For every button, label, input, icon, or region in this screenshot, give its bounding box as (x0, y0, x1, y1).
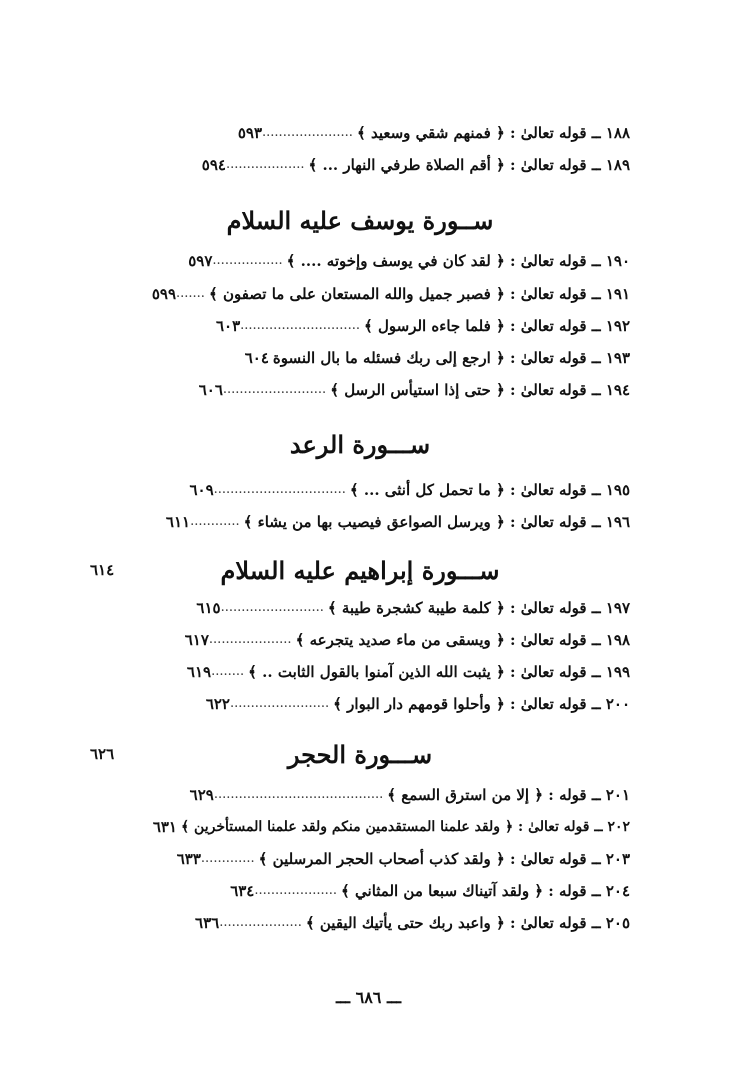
toc-entry (90, 593, 630, 623)
leader-dots: .................... (219, 915, 302, 930)
section-title: ســورة يوسف عليه السلام (226, 205, 494, 235)
leader-dots: ............ (190, 514, 240, 529)
leader-dots: ....... (176, 286, 205, 301)
toc-entry (90, 657, 630, 687)
entry-text: ٢٠٠ ــ قوله تعالىٰ : ﴿ وأحلوا قومهم دار البوار ﴾ (333, 695, 630, 713)
entry-text: ٢٠٤ ــ قوله : ﴿ ولقد آتيناك سبعا من المثاني ﴾ (341, 882, 630, 900)
entry-text: ١٩١ ــ قوله تعالىٰ : ﴿ فصبر جميل والله المستعان على ما تصفون ﴾ (208, 285, 630, 303)
toc-entry (90, 625, 630, 655)
entry-page-number: ٦١٧ (184, 631, 209, 649)
toc-entry (90, 118, 630, 148)
entry-page-number: ٦٣٣ (176, 850, 201, 868)
toc-entry (90, 908, 630, 938)
toc-entry (90, 475, 630, 505)
entry-text: ١٨٨ ــ قوله تعالىٰ : ﴿ فمنهم شقي وسعيد ﴾ (356, 124, 630, 142)
leader-dots: ................. (212, 253, 283, 268)
toc-entry (90, 246, 630, 276)
toc-entry (90, 812, 630, 842)
section-page-number: ٦٢٦ (90, 745, 115, 763)
page-footer-number: ـــ ٦٨٦ ـــ (335, 988, 402, 1007)
entry-text: ١٩٦ ــ قوله تعالىٰ : ﴿ ويرسل الصواعق فيصيب بها من يشاء ﴾ (243, 513, 630, 531)
entry-text: ١٩٥ ــ قوله تعالىٰ : ﴿ ما تحمل كل أنثى ... ﴾ (349, 481, 630, 499)
entry-text: ٢٠٥ ــ قوله تعالىٰ : ﴿ واعبد ربك حتى يأتيك اليقين ﴾ (305, 914, 630, 932)
entry-text: ١٩٩ ــ قوله تعالىٰ : ﴿ يثبت الله الذين آمنوا بالقول الثابت .. ﴾ (248, 663, 630, 681)
entry-page-number: ٦١٩ (186, 663, 212, 681)
leader-dots: ........ (211, 664, 245, 679)
entry-page-number: ٦٣٦ (195, 914, 220, 932)
entry-page-number: ٦٠٤ (244, 349, 269, 367)
section-heading (90, 734, 630, 774)
leader-dots: .................... (208, 632, 292, 647)
entry-page-number: ٦١١ (165, 513, 191, 531)
entry-page-number: ٦٠٦ (198, 381, 223, 399)
leader-dots: ................... (225, 157, 305, 172)
entry-text: ١٩٨ ــ قوله تعالىٰ : ﴿ ويسقى من ماء صديد يتجرعه ﴾ (295, 631, 630, 649)
leader-dots: ................................ (213, 482, 346, 497)
leader-dots: ......................................... (213, 787, 384, 802)
entry-page-number: ٥٩٧ (188, 252, 213, 270)
toc-entry (90, 689, 630, 719)
entry-text: ٢٠٣ ــ قوله تعالىٰ : ﴿ ولقد كذب أصحاب الحجر المرسلين ﴾ (258, 850, 630, 868)
entry-text: ١٩٢ ــ قوله تعالىٰ : ﴿ فلما جاءه الرسول ﴾ (363, 317, 630, 335)
leader-dots: ........................ (229, 696, 330, 711)
entry-page-number: ٦٢٢ (205, 695, 230, 713)
entry-page-number: ٦٣١ (152, 818, 177, 836)
section-heading (90, 550, 630, 590)
section-page-number: ٦١٤ (90, 561, 115, 579)
entry-text: ١٩٤ ــ قوله تعالىٰ : ﴿ حتى إذا استيأس الرسل ﴾ (330, 381, 630, 399)
toc-entry (90, 876, 630, 906)
entry-text: ١٩٧ ــ قوله تعالىٰ : ﴿ كلمة طيبة كشجرة طيبة ﴾ (327, 599, 630, 617)
toc-entry (90, 780, 630, 810)
entry-text: ٢٠١ ــ قوله : ﴿ إلا من استرق السمع ﴾ (387, 786, 630, 804)
entry-page-number: ٦٠٩ (189, 481, 214, 499)
toc-entry (90, 507, 630, 537)
section-title: ســـورة الرعد (289, 429, 431, 459)
toc-entry (90, 279, 630, 309)
entry-text: ١٩٣ ــ قوله تعالىٰ : ﴿ ارجع إلى ربك فسئله ما بال النسوة (272, 349, 630, 367)
leader-dots: ...................... (262, 125, 353, 140)
leader-dots: ............. (200, 851, 255, 866)
leader-dots: ......................... (220, 600, 324, 615)
toc-entry (90, 375, 630, 405)
entry-page-number: ٥٩٤ (201, 156, 226, 174)
toc-entry (90, 150, 630, 180)
entry-page-number: ٦٢٩ (189, 786, 214, 804)
entry-page-number: ٦١٥ (196, 599, 221, 617)
entry-page-number: ٦٠٣ (215, 317, 241, 335)
leader-dots: ......................... (222, 382, 327, 397)
leader-dots: .................... (254, 883, 338, 898)
entry-page-number: ٦٣٤ (230, 882, 255, 900)
leader-dots: ............................. (240, 318, 360, 333)
entry-page-number: ٥٩٣ (237, 124, 263, 142)
section-heading (90, 200, 630, 240)
entry-text: ٢٠٢ ــ قوله تعالىٰ : ﴿ ولقد علمنا المستقدمين منكم ولقد علمنا المستأخرين ﴾ (180, 819, 630, 835)
entry-text: ١٩٠ ــ قوله تعالىٰ : ﴿ لقد كان في يوسف وإخوته .... ﴾ (286, 252, 630, 270)
section-title: ســـورة الحجر (287, 739, 433, 769)
section-heading (90, 424, 630, 464)
toc-entry (90, 311, 630, 341)
entry-page-number: ٥٩٩ (151, 285, 176, 303)
toc-entry (90, 844, 630, 874)
toc-entry (90, 343, 630, 373)
section-title: ســـورة إبراهيم عليه السلام (220, 555, 500, 585)
entry-text: ١٨٩ ــ قوله تعالىٰ : ﴿ أقم الصلاة طرفي النهار ... ﴾ (308, 156, 630, 174)
